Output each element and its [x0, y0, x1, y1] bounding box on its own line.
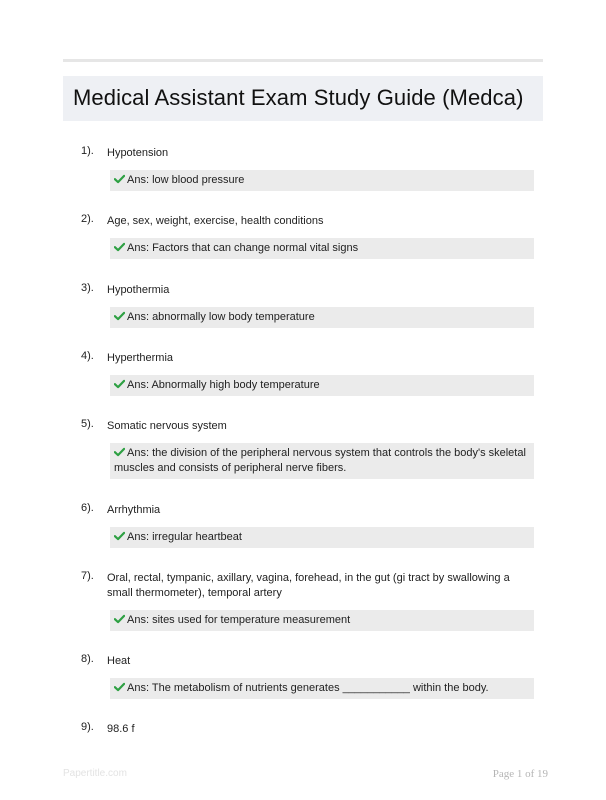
- answer-text: Ans: abnormally low body temperature: [127, 311, 315, 323]
- checkmark-icon: [114, 311, 125, 321]
- page-title: Medical Assistant Exam Study Guide (Medca): [73, 85, 524, 110]
- answer-box: [110, 170, 534, 191]
- question-text: Oral, rectal, tympanic, axillary, vagina, forehead, in the gut (gi tract by swallowing a small thermometer), temporal artery: [107, 572, 510, 599]
- question-text: Arrhythmia: [107, 504, 161, 516]
- title-banner: [63, 76, 543, 121]
- answer-box: [110, 375, 534, 396]
- checkmark-icon: [114, 379, 125, 389]
- question-text: Heat: [107, 655, 131, 667]
- question-text: Age, sex, weight, exercise, health conditions: [107, 215, 324, 227]
- checkmark-icon: [114, 242, 125, 252]
- question-text: Hypothermia: [107, 284, 170, 296]
- question-number: 9).: [81, 721, 94, 733]
- answer-box: [110, 610, 534, 631]
- checkmark-icon: [114, 174, 125, 184]
- checkmark-icon: [114, 682, 125, 692]
- top-divider: [63, 59, 543, 62]
- question-text: 98.6 f: [107, 723, 135, 735]
- page-number: Page 1 of 19: [492, 768, 548, 780]
- answer-box: [110, 527, 534, 548]
- answer-text: Ans: low blood pressure: [127, 174, 245, 186]
- answer-box: [110, 678, 534, 699]
- question-number: 2).: [81, 213, 94, 225]
- answer-box: [110, 238, 534, 259]
- question-text: Somatic nervous system: [107, 420, 227, 432]
- answer-box: [110, 443, 534, 479]
- answer-text: Ans: Factors that can change normal vital signs: [127, 242, 359, 254]
- answer-text: Ans: Abnormally high body temperature: [127, 379, 320, 391]
- checkmark-icon: [114, 614, 125, 624]
- answer-text: Ans: irregular heartbeat: [127, 531, 242, 543]
- footer-watermark: Papertitle.com: [63, 768, 127, 779]
- answer-text: Ans: the division of the peripheral nervous system that controls the body's skeletal muscles and consists of peripheral nerve fibers.: [114, 447, 526, 474]
- answer-text: Ans: The metabolism of nutrients generates ___________ within the body.: [127, 682, 489, 694]
- question-number: 4).: [81, 350, 94, 362]
- question-text: Hypotension: [107, 147, 169, 159]
- question-number: 6).: [81, 502, 94, 514]
- checkmark-icon: [114, 447, 125, 457]
- answer-text: Ans: sites used for temperature measurement: [127, 614, 351, 626]
- answer-box: [110, 307, 534, 328]
- question-text: Hyperthermia: [107, 352, 174, 364]
- question-number: 1).: [81, 145, 94, 157]
- checkmark-icon: [114, 531, 125, 541]
- question-number: 5).: [81, 418, 94, 430]
- question-number: 7).: [81, 570, 94, 582]
- question-number: 8).: [81, 653, 94, 665]
- question-number: 3).: [81, 282, 94, 294]
